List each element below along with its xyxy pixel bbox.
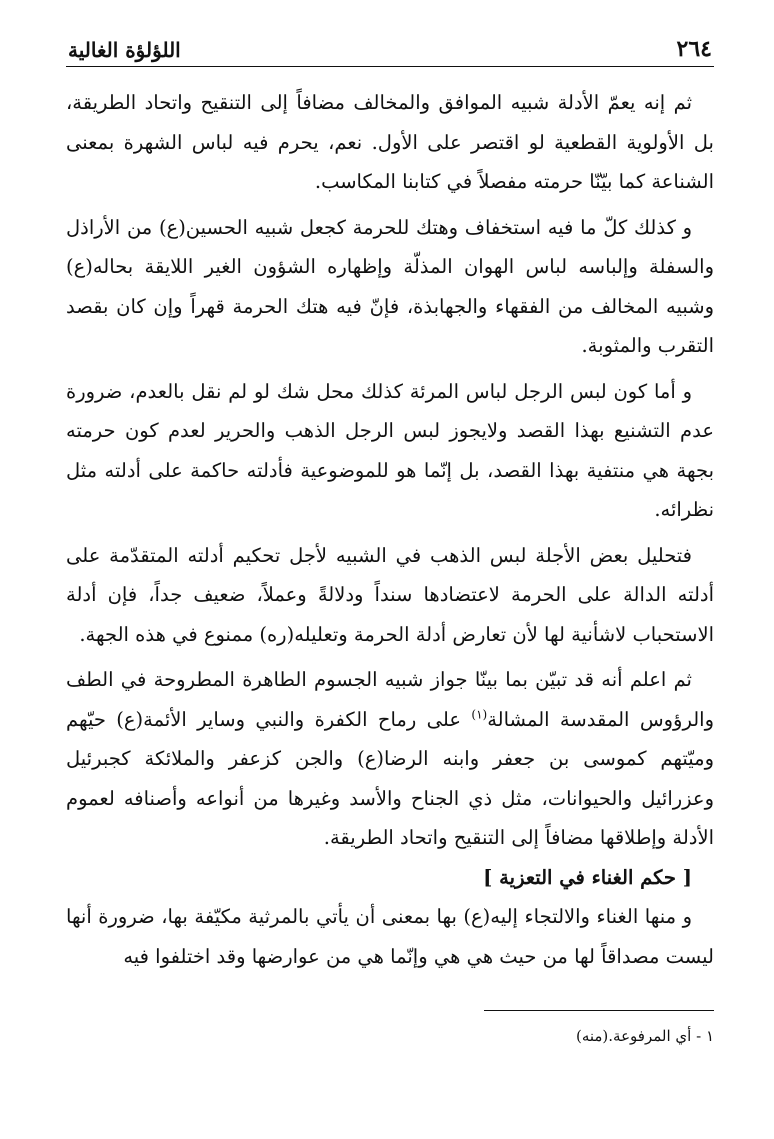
book-title: اللؤلؤة الغالية	[68, 38, 181, 62]
page-number: ٢٦٤	[676, 36, 712, 62]
running-header	[66, 30, 714, 67]
paragraph: فتحليل بعض الأجلة لبس الذهب في الشبيه لأجل تحكيم أدلته المتقدّمة على أدلته الدالة على الحرمة لاعتضادها سنداً ودلالةً وعملاً، ضعيف جداً، فإن أدلة الاستحباب لاشأنية لها لأن تعارض أدلة الحرمة وتعليله(ره) ممنوع في هذه الجهة.	[66, 543, 714, 646]
footnote-divider	[484, 1010, 714, 1011]
paragraph-text: ثم اعلم أنه قد تبيّن بما بينّا جواز شبيه الجسوم الطاهرة المطروحة في الطف والرؤوس المقدسة المشالة	[66, 668, 714, 731]
footnote-area	[66, 1010, 714, 1047]
paragraph: و منها الغناء والالتجاء إليه(ع) بها بمعنى أن يأتي بالمرثية مكيّفة بها، ضرورة أنها ليست مصداقاً لها من حيث هي هي وإنّما هي من عوارضها وقد اختلفوا فيه	[66, 905, 714, 968]
paragraph-with-footnote	[66, 660, 714, 858]
paragraph: ثم إنه يعمّ الأدلة شبيه الموافق والمخالف مضافاً إلى التنقيح واتحاد الطريقة، بل الأولوية القطعية لو اقتصر على الأول. نعم، يحرم فيه لباس الشهرة بمعنى الشناعة كما بيّنّا حرمته مفصلاً في كتابنا المكاسب.	[66, 91, 714, 193]
book-page	[66, 30, 714, 976]
section-heading: [ حكم الغناء في التعزية ]	[483, 865, 692, 889]
paragraph-text: على رماح الكفرة والنبي وساير الأئمة(ع) حيّهم وميّتهم كموسى بن جعفر وابنه الرضا(ع) والجن كزعفر والملائكة كجبرئيل وعزرائيل والحيوانات، مثل ذي الجناح والأسد وغيرها من أنواعه وأصنافه لعموم الأدلة وإطلاقها مضافاً إلى التنقيح واتحاد الطريقة.	[66, 707, 714, 849]
footnote-marker[interactable]: (١)	[471, 707, 488, 721]
footnote-text: ١ - أي المرفوعة.(منه)	[575, 1027, 714, 1045]
paragraph: و أما كون لبس الرجل لباس المرئة كذلك محل شك لو لم نقل بالعدم، ضرورة عدم التشنيع بهذا القصد ولايجوز لبس الرجل الذهب والحرير لعدم كون حرمته بجهة هي منتفية بهذا القصد، بل إنّما هو للموضوعية فأدلته حاكمة على أدلته مثل نظرائه.	[66, 379, 714, 521]
page-body	[66, 83, 714, 976]
paragraph: و كذلك كلّ ما فيه استخفاف وهتك للحرمة كجعل شبيه الحسين(ع) من الأراذل والسفلة وإلباسه لباس الهوان المذلّة وإظهاره الشؤون الغير اللايقة بحاله(ع) وشبيه المخالف من الفقهاء والجهابذة، فإنّ فيه هتك الحرمة قهراً وإن كان بقصد التقرب والمثوبة.	[66, 215, 714, 357]
